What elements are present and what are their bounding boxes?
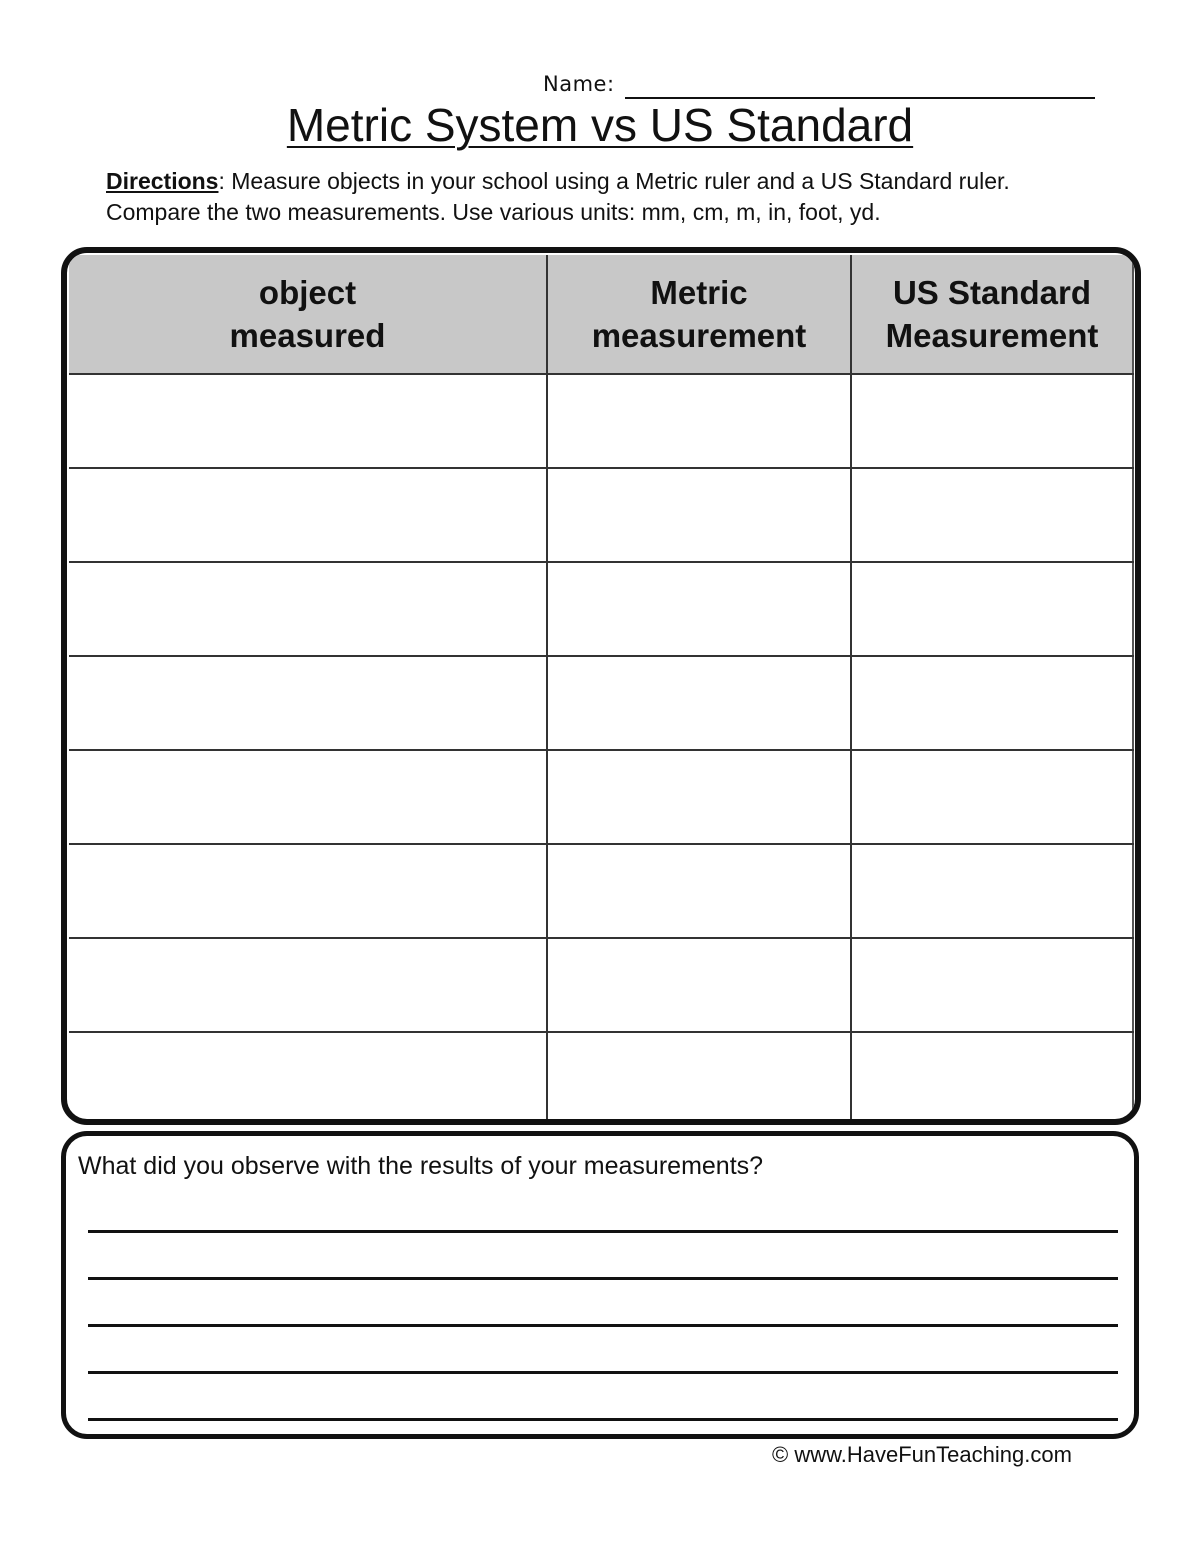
measurement-table-frame: [61, 247, 1141, 1125]
object-cell[interactable]: [69, 468, 547, 562]
page-title: Metric System vs US Standard: [286, 99, 914, 151]
object-cell[interactable]: [69, 562, 547, 656]
object-cell[interactable]: [69, 1032, 547, 1125]
table-row: [69, 1032, 1133, 1125]
answer-line[interactable]: [88, 1230, 1118, 1233]
observation-question: What did you observe with the results of your measurements?: [78, 1152, 764, 1180]
metric-cell[interactable]: [547, 468, 851, 562]
metric-cell[interactable]: [547, 374, 851, 468]
us-standard-cell[interactable]: [851, 374, 1133, 468]
directions-label: Directions: [106, 168, 219, 194]
table-row: [69, 562, 1133, 656]
copyright-footer: © www.HaveFunTeaching.com: [772, 1442, 1072, 1467]
object-cell[interactable]: [69, 938, 547, 1032]
observation-box: [61, 1131, 1139, 1439]
answer-line[interactable]: [88, 1324, 1118, 1327]
object-cell[interactable]: [69, 750, 547, 844]
metric-cell[interactable]: [547, 562, 851, 656]
us-standard-cell[interactable]: [851, 1032, 1133, 1125]
directions: [106, 166, 1066, 228]
table-row: [69, 374, 1133, 468]
us-standard-cell[interactable]: [851, 468, 1133, 562]
metric-cell[interactable]: [547, 656, 851, 750]
us-standard-cell[interactable]: [851, 844, 1133, 938]
metric-cell[interactable]: [547, 844, 851, 938]
name-label: Name:: [543, 72, 615, 96]
us-standard-cell[interactable]: [851, 938, 1133, 1032]
table-row: [69, 938, 1133, 1032]
header-us-standard-measurement: US Standard Measurement: [851, 255, 1133, 374]
table-header-row: [69, 255, 1133, 374]
metric-cell[interactable]: [547, 938, 851, 1032]
us-standard-cell[interactable]: [851, 562, 1133, 656]
us-standard-cell[interactable]: [851, 750, 1133, 844]
object-cell[interactable]: [69, 844, 547, 938]
answer-line[interactable]: [88, 1418, 1118, 1421]
table-row: [69, 750, 1133, 844]
header-metric-measurement: Metric measurement: [547, 255, 851, 374]
directions-text: : Measure objects in your school using a Metric ruler and a US Standard ruler. Compare the two measurements. Use various units: mm, cm, m, in, foot, yd.: [106, 168, 1010, 225]
measurement-table: [69, 255, 1134, 1125]
answer-line[interactable]: [88, 1277, 1118, 1280]
answer-line[interactable]: [88, 1371, 1118, 1374]
object-cell[interactable]: [69, 374, 547, 468]
us-standard-cell[interactable]: [851, 656, 1133, 750]
table-row: [69, 656, 1133, 750]
metric-cell[interactable]: [547, 1032, 851, 1125]
header-object-measured: object measured: [69, 255, 547, 374]
table-row: [69, 468, 1133, 562]
table-row: [69, 844, 1133, 938]
metric-cell[interactable]: [547, 750, 851, 844]
object-cell[interactable]: [69, 656, 547, 750]
